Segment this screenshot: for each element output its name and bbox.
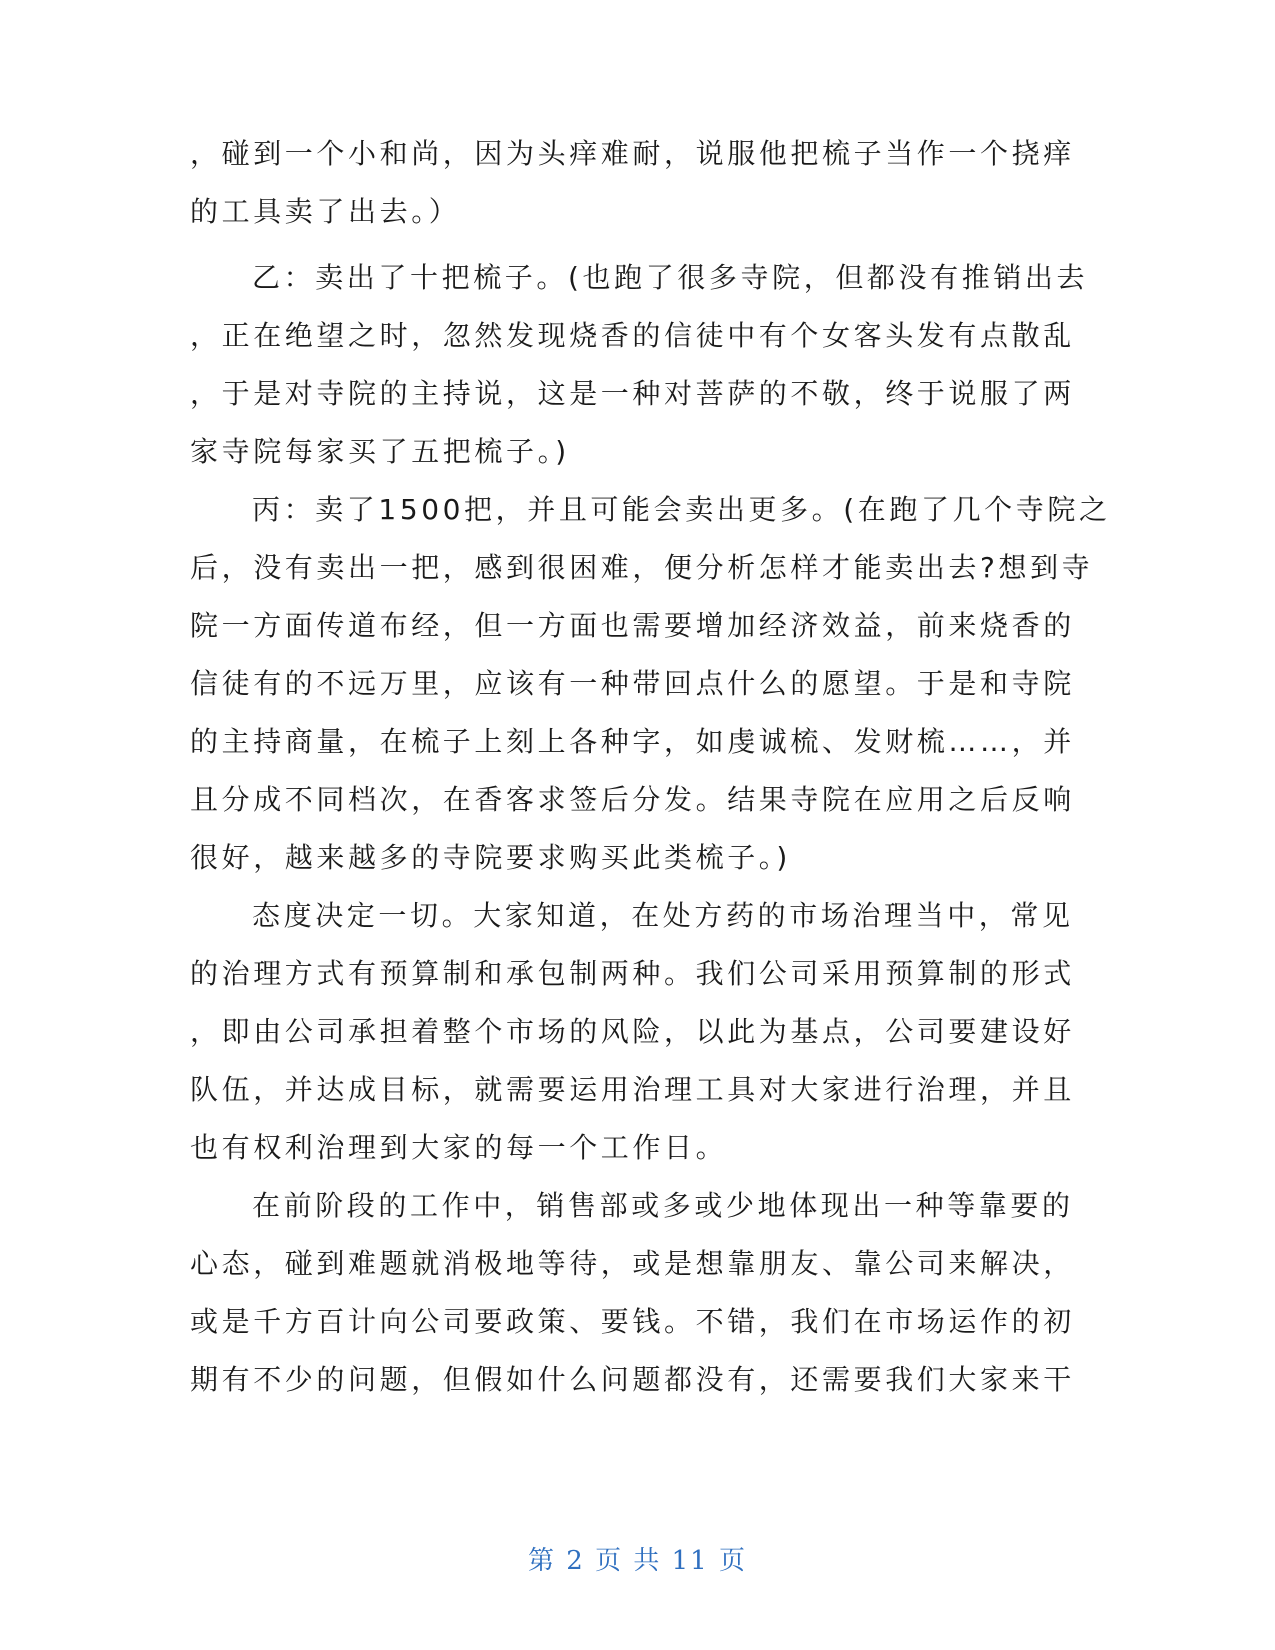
text-line: 队伍，并达成目标，就需要运用治理工具对大家进行治理，并且 [190,1073,1075,1106]
text-line: 心态，碰到难题就消极地等待，或是想靠朋友、靠公司来解决， [190,1247,1075,1280]
text-line: ，即由公司承担着整个市场的风险，以此为基点，公司要建设好 [190,1015,1075,1048]
text-line: ，于是对寺院的主持说，这是一种对菩萨的不敬，终于说服了两 [190,377,1075,410]
text-line: 也有权利治理到大家的每一个工作日。 [190,1131,728,1164]
text-line: 后，没有卖出一把，感到很困难，便分析怎样才能卖出去?想到寺 [190,551,1094,584]
text-line: 且分成不同档次，在香客求签后分发。结果寺院在应用之后反响 [190,783,1075,816]
text-line: 的工具卖了出去。） [190,195,461,228]
text-line: 家寺院每家买了五把梳子。) [190,435,570,468]
text-line: 院一方面传道布经，但一方面也需要增加经济效益，前来烧香的 [190,609,1075,642]
text-line: ，碰到一个小和尚，因为头痒难耐，说服他把梳子当作一个挠痒 [190,137,1075,170]
text-line: 的主持商量，在梳子上刻上各种字，如虔诚梳、发财梳……，并 [190,725,1075,758]
page-number: 第 2 页 共 11 页 [528,1546,747,1576]
text-line: ，正在绝望之时，忽然发现烧香的信徒中有个女客头发有点散乱 [190,319,1075,352]
text-line: 的治理方式有预算制和承包制两种。我们公司采用预算制的形式 [190,957,1075,990]
text-line: 在前阶段的工作中，销售部或多或少地体现出一种等靠要的 [252,1189,1074,1222]
text-line: 乙：卖出了十把梳子。(也跑了很多寺院，但都没有推销出去 [252,261,1089,294]
text-line: 或是千方百计向公司要政策、要钱。不错，我们在市场运作的初 [190,1305,1075,1338]
text-line: 很好，越来越多的寺院要求购买此类梳子。) [190,841,791,874]
text-line: 态度决定一切。大家知道，在处方药的市场治理当中，常见 [252,899,1074,932]
text-line: 丙：卖了1500把，并且可能会卖出更多。(在跑了几个寺院之 [252,493,1111,526]
text-line: 期有不少的问题，但假如什么问题都没有，还需要我们大家来干 [190,1363,1075,1396]
text-line: 信徒有的不远万里，应该有一种带回点什么的愿望。于是和寺院 [190,667,1075,700]
